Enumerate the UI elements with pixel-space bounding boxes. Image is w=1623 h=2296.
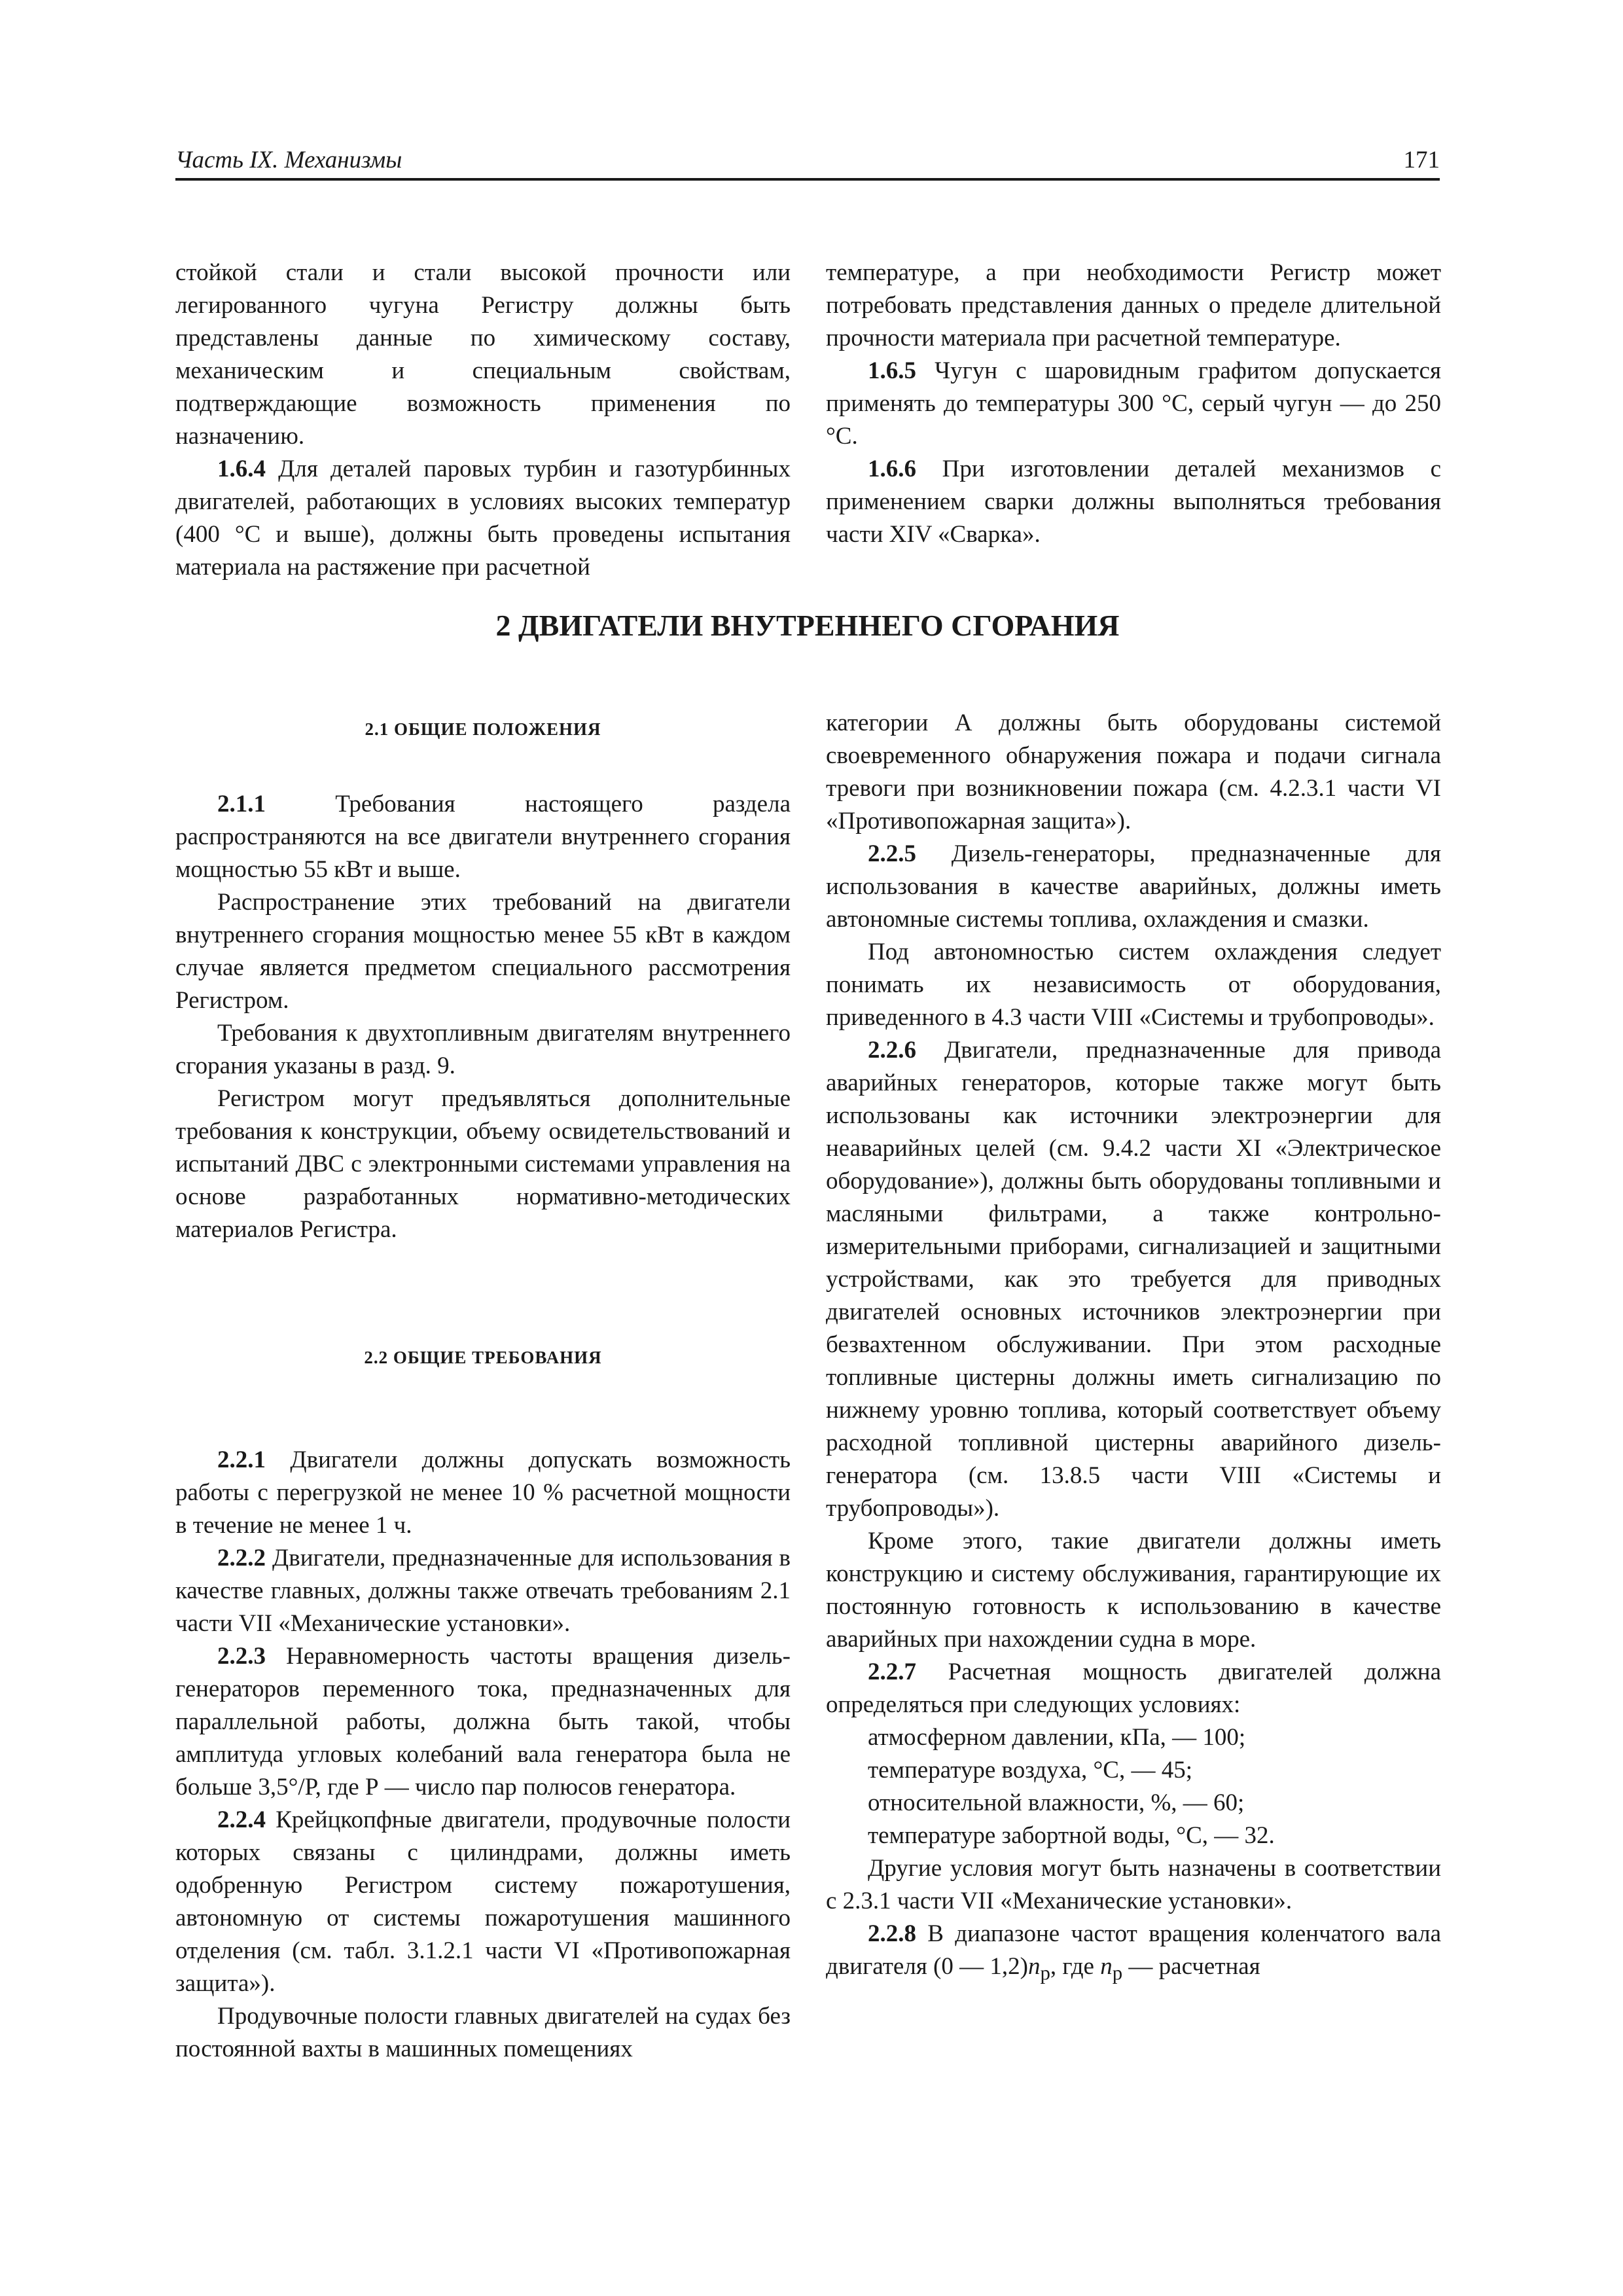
subscript-p: р: [1040, 1962, 1050, 1984]
clause-number: 2.2.8: [868, 1920, 916, 1947]
paragraph-text: Двигатели, предназначенные для привода аварийных генераторов, которые также могут быть использованы как источники электроэнергии для неаварийных целей (см. 9.4.2 части XI «Электрическое оборудование»), должны быть оборудованы топливными и масляными фильтрами, а также контрольно-измерительными приборами, сигнализацией и защитными устройствами, как это требуется для приводных двигателей основных источников электроэнергии при безвахтенном обслуживании. При этом расходные топливные цистерны должны иметь сигнализацию по нижнему уровню топлива, который соответствует объему расходной топливной цистерны аварийного дизель-генератора (см. 13.8.5 части VIII «Системы и трубопроводы»).: [826, 1037, 1441, 1522]
paragraph-text: Двигатели, предназначенные для использования в качестве главных, должны также отвечать требованиям 2.1 части VII «Механические установки».: [175, 1545, 791, 1637]
running-header-title: Часть IX. Механизмы: [175, 147, 402, 173]
clause-number: 2.2.4: [217, 1806, 266, 1833]
paragraph-text: В диапазоне частот вращения коленчатого вала двигателя (0 — 1,2): [826, 1920, 1441, 1980]
paragraph-2-1-1: [175, 788, 791, 886]
subscript-p: р: [1112, 1962, 1123, 1984]
paragraph: Регистром могут предъявляться дополнительные требования к конструкции, объему освидетельствований и испытаний ДВС с электронными системами управления на основе разработанных нормативно-методических материалов Регистра.: [175, 1085, 791, 1243]
condition-item: атмосферном давлении, кПа, — 100;: [868, 1724, 1246, 1751]
paragraph-2-2-3: [175, 1640, 791, 1804]
paragraph-text: Крейцкопфные двигатели, продувочные полости которых связаны с цилиндрами, должны иметь одобренную Регистром систему пожаротушения, автономную от системы пожаротушения машинного отделения (см. табл. 3.1.2.1 части VI «Противопожарная защита»).: [175, 1806, 791, 1997]
subsection-heading-2-2: 2.2 ОБЩИЕ ТРЕБОВАНИЯ: [364, 1348, 602, 1367]
paragraph-2-2-8: [826, 1918, 1441, 1989]
clause-number: 2.2.6: [868, 1037, 916, 1064]
paragraph-text: Расчетная мощность двигателей должна определяться при следующих условиях:: [826, 1659, 1441, 1718]
paragraph-1-6-4: [175, 453, 791, 584]
paragraph: Под автономностью систем охлаждения следует понимать их независимость от оборудования, приведенного в 4.3 части VIII «Системы и трубопроводы».: [826, 939, 1441, 1031]
condition-item: относительной влажности, %, — 60;: [868, 1789, 1245, 1816]
paragraph: категории А должны быть оборудованы системой своевременного обнаружения пожара и подачи сигнала тревоги при возникновении пожара (см. 4.2.3.1 части VI «Противопожарная защита»).: [826, 709, 1441, 834]
paragraph-text: Чугун с шаровидным графитом допускается применять до температуры 300 °С, серый чугун — до 250 °С.: [826, 357, 1441, 450]
paragraph: стойкой стали и стали высокой прочности или легированного чугуна Регистру должны быть представлены данные по химическому составу, механическим и специальным свойствам, подтверждающие возможность применения по назначению.: [175, 259, 791, 450]
paragraph: Другие условия могут быть назначены в соответствии с 2.3.1 части VII «Механические установки».: [826, 1855, 1441, 1914]
clause-number: 2.2.2: [217, 1545, 266, 1571]
subsection-heading-2-1: 2.1 ОБЩИЕ ПОЛОЖЕНИЯ: [365, 719, 601, 739]
paragraph-2-2-1: [175, 1444, 791, 1542]
variable-n: n: [1027, 1953, 1041, 1980]
paragraph: температуре, а при необходимости Регистр может потребовать представления данных о пределе длительной прочности материала при расчетной температуре.: [826, 259, 1441, 351]
paragraph: Кроме этого, такие двигатели должны иметь конструкцию и систему обслуживания, гарантирующие их постоянную готовность к использованию в качестве аварийных при нахождении судна в море.: [826, 1528, 1441, 1653]
paragraph-text: , где: [1050, 1953, 1101, 1980]
clause-number: 1.6.5: [868, 357, 916, 384]
paragraph-text: Дизель-генераторы, предназначенные для использования в качестве аварийных, должны иметь автономные системы топлива, охлаждения и смазки.: [826, 840, 1441, 933]
variable-n: n: [1100, 1953, 1113, 1980]
paragraph: Распространение этих требований на двигатели внутреннего сгорания мощностью менее 55 кВт в каждом случае является предметом специального рассмотрения Регистром.: [175, 889, 791, 1014]
clause-number: 2.2.5: [868, 840, 916, 867]
paragraph-text: Для деталей паровых турбин и газотурбинных двигателей, работающих в условиях высоких температур (400 °С и выше), должны быть проведены испытания материала на растяжение при расчетной: [175, 456, 791, 581]
paragraph-2-2-5: [826, 838, 1441, 936]
clause-number: 1.6.6: [868, 456, 916, 482]
clause-number: 2.2.7: [868, 1659, 916, 1685]
right-column: [826, 707, 1441, 1989]
paragraph-2-2-7: [826, 1656, 1441, 1721]
top-right-column: [826, 257, 1441, 551]
paragraph-text: Двигатели должны допускать возможность работы с перегрузкой не менее 10 % расчетной мощности в течение не менее 1 ч.: [175, 1446, 791, 1539]
paragraph-text: При изготовлении деталей механизмов с применением сварки должны выполняться требования части XIV «Сварка».: [826, 456, 1441, 548]
paragraph-2-2-4: [175, 1804, 791, 2000]
condition-item: температуре воздуха, °С, — 45;: [868, 1757, 1192, 1784]
clause-number: 1.6.4: [217, 456, 266, 482]
section-title: 2 ДВИГАТЕЛИ ВНУТРЕННЕГО СГОРАНИЯ: [495, 609, 1120, 642]
clause-number: 2.2.3: [217, 1643, 266, 1670]
top-left-column: [175, 257, 791, 584]
page-number: 171: [1403, 147, 1440, 173]
paragraph-text: — расчетная: [1122, 1953, 1260, 1980]
condition-item: температуре забортной воды, °С, — 32.: [868, 1822, 1275, 1849]
header-rule: [175, 178, 1440, 181]
paragraph-2-2-6: [826, 1034, 1441, 1525]
running-header: [175, 143, 1440, 181]
paragraph-text: Требования настоящего раздела распространяются на все двигатели внутреннего сгорания мощностью 55 кВт и выше.: [175, 791, 791, 883]
paragraph: Требования к двухтопливным двигателям внутреннего сгорания указаны в разд. 9.: [175, 1020, 791, 1079]
paragraph-2-2-2: [175, 1542, 791, 1640]
clause-number: 2.1.1: [217, 791, 266, 817]
paragraph-text: Неравномерность частоты вращения дизель-генераторов переменного тока, предназначенных для параллельной работы, должна быть такой, чтобы амплитуда угловых колебаний вала генератора была не больше 3,5°/Р, где Р — число пар полюсов генератора.: [175, 1643, 791, 1801]
paragraph-1-6-6: [826, 453, 1441, 551]
left-column: [175, 707, 791, 2066]
clause-number: 2.2.1: [217, 1446, 266, 1473]
paragraph-1-6-5: [826, 355, 1441, 453]
paragraph: Продувочные полости главных двигателей на судах без постоянной вахты в машинных помещениях: [175, 2003, 791, 2062]
